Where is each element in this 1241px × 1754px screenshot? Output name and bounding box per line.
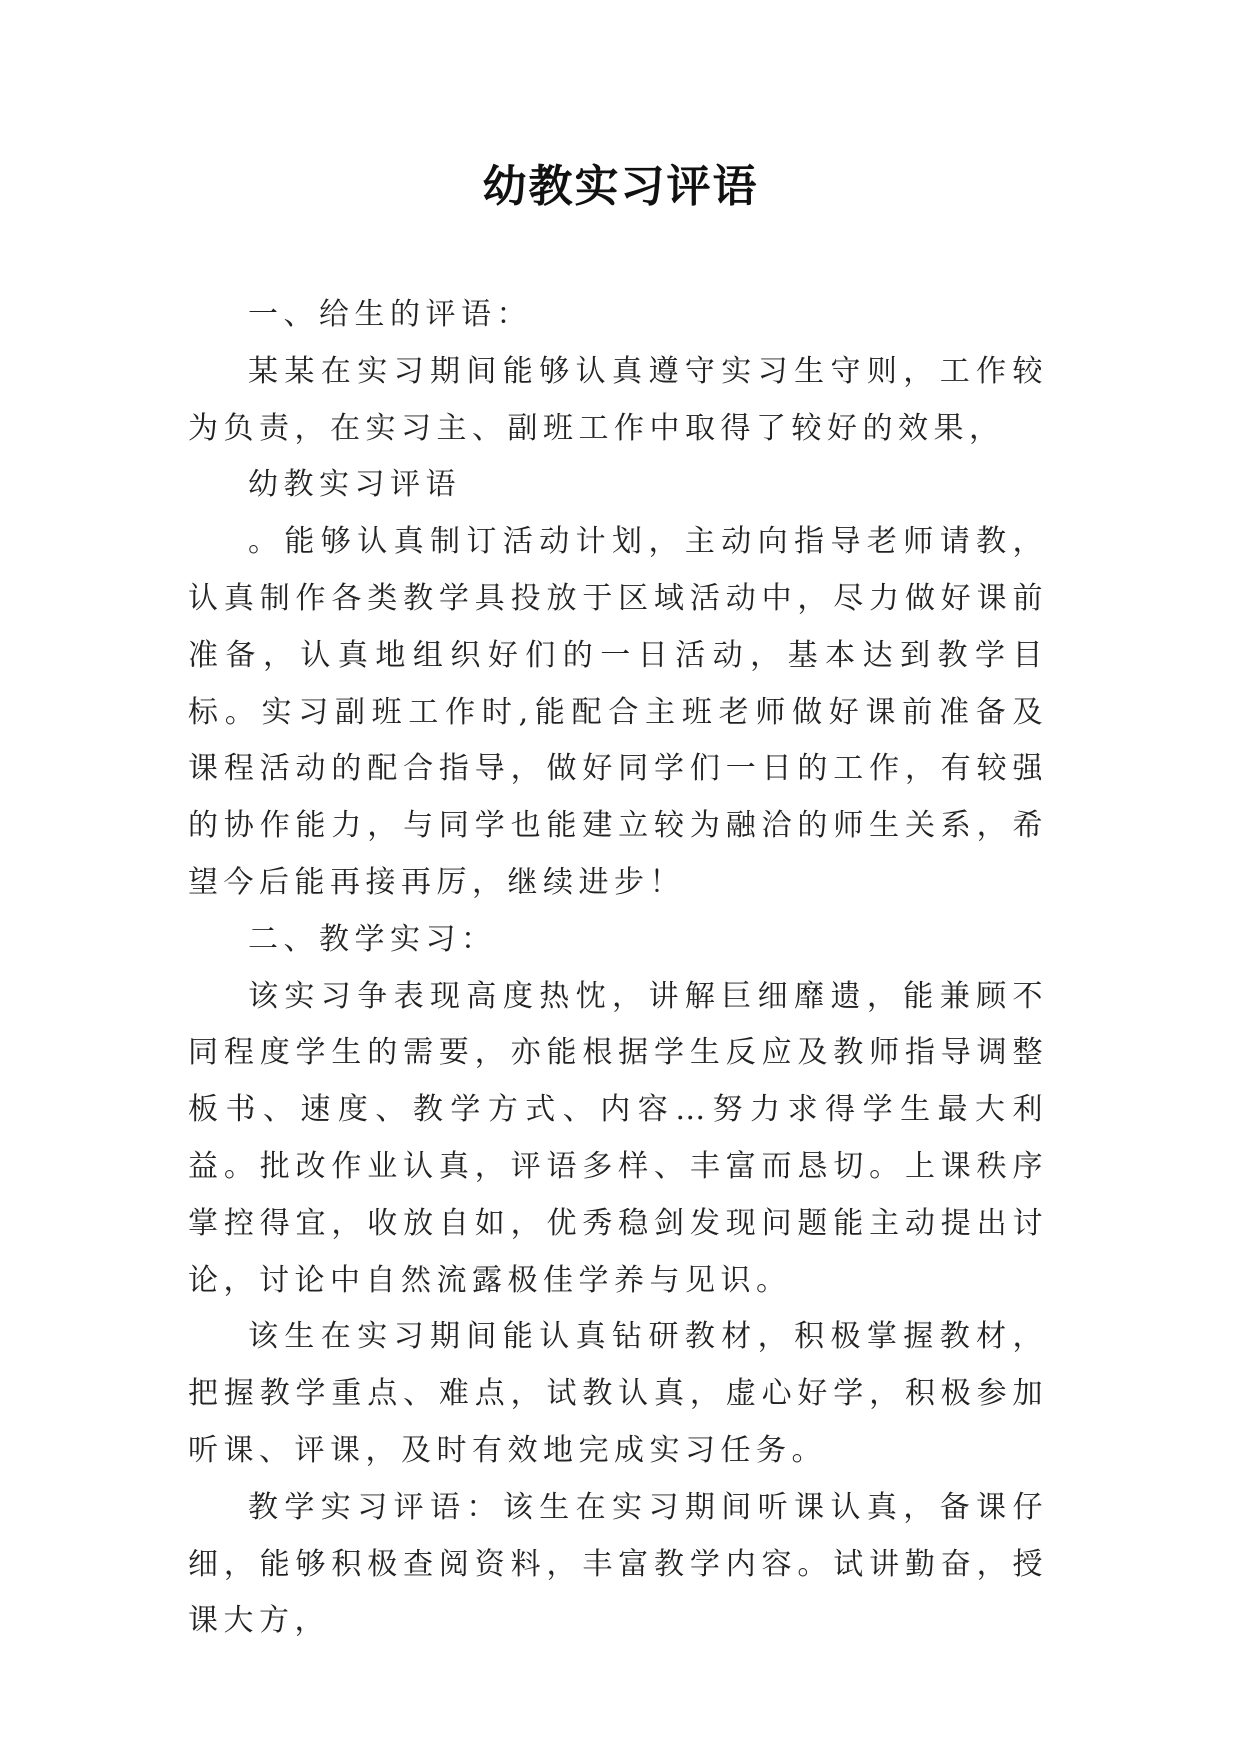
- paragraph: 该生在实习期间能认真钻研教材，积极掌握教材，把握教学重点、难点，试教认真，虚心好学，积极参加听课、评课，及时有效地完成实习任务。: [188, 1319, 1048, 1468]
- paragraph: 该实习争表现高度热忱，讲解巨细靡遗，能兼顾不同程度学生的需要，亦能根据学生反应及教师指导调整板书、速度、教学方式、内容…努力求得学生最大利益。批改作业认真，评语多样、丰富而恳切。上课秩序掌控得宜，收放自如，优秀稳剑发现问题能主动提出讨论，讨论中自然流露极佳学养与见识。: [188, 978, 1048, 1298]
- paragraph: 。能够认真制订活动计划，主动向指导老师请教，认真制作各类教学具投放于区域活动中，尽力做好课前准备，认真地组织好们的一日活动，基本达到教学目标。实习副班工作时,能配合主班老师做好课前准备及课程活动的配合指导，做好同学们一日的工作，有较强的协作能力，与同学也能建立较为融洽的师生关系，希望今后能再接再厉，继续进步！: [188, 524, 1048, 900]
- inline-heading: 幼教实习评语: [248, 467, 461, 503]
- section-heading-teaching-practice: 二、教学实习：: [248, 921, 497, 957]
- document-body: [188, 287, 1048, 1650]
- document-title: 幼教实习评语: [482, 161, 759, 212]
- paragraph: 教学实习评语：该生在实习期间听课认真，备课仔细，能够积极查阅资料，丰富教学内容。试讲勤奋，授课大方，: [188, 1489, 1048, 1639]
- paragraph: 某某在实习期间能够认真遵守实习生守则，工作较为负责，在实习主、副班工作中取得了较好的效果，: [188, 353, 1048, 446]
- section-heading-student-comments: 一、给生的评语：: [248, 297, 532, 332]
